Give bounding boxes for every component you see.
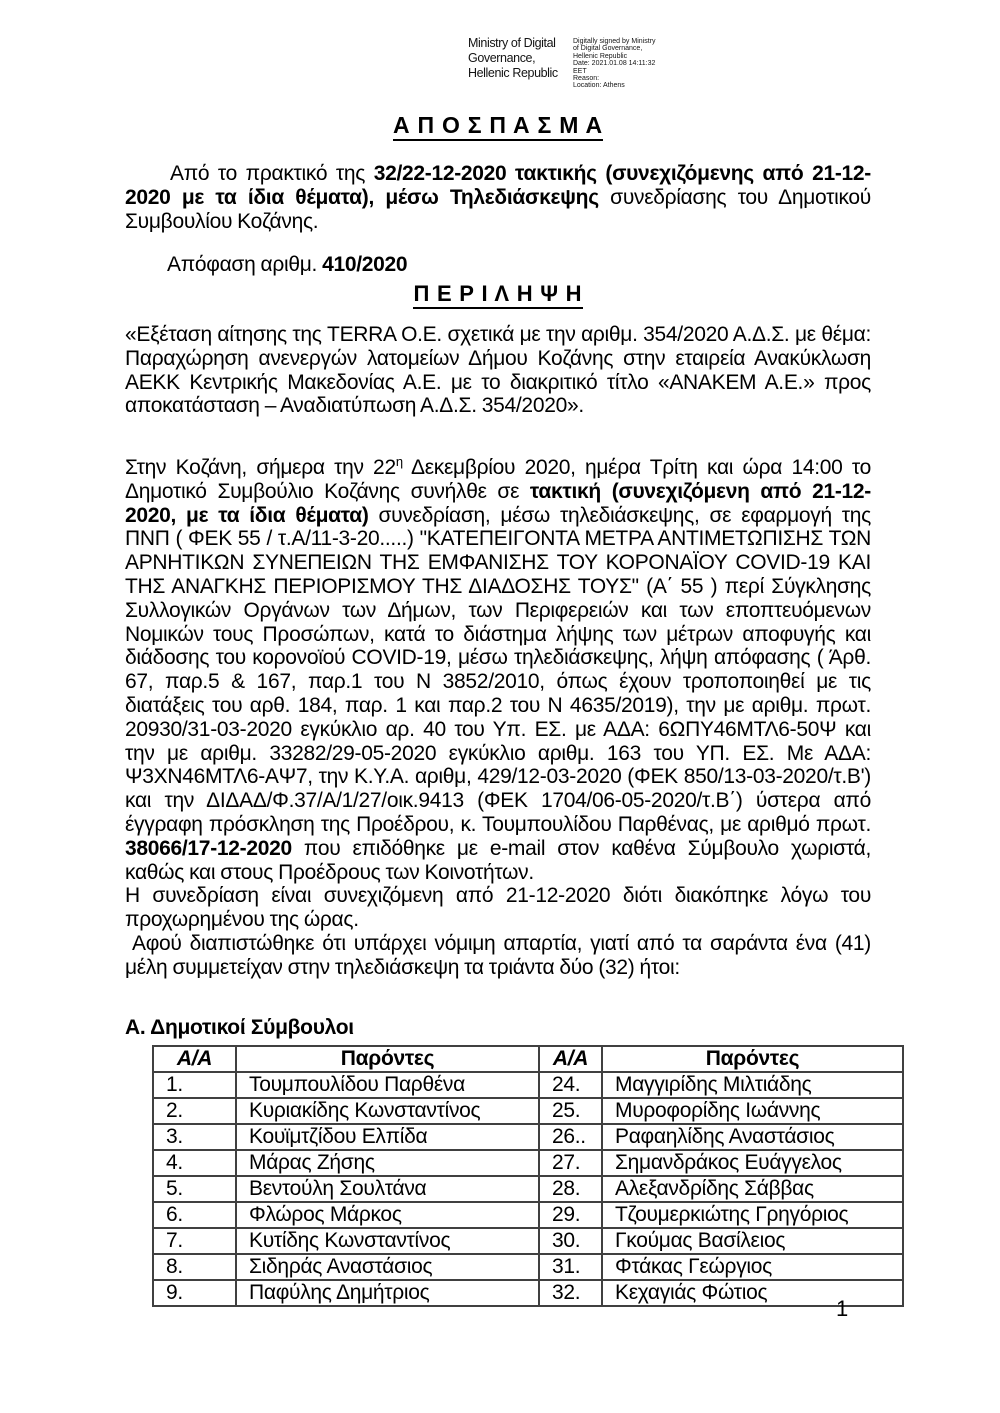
member-name-cell: Παφύλης Δημήτριος: [236, 1280, 539, 1306]
signature-detail-line: Reason:: [573, 75, 600, 83]
session-bold-type: τακτική (συνεχιζόμενη από 21-12-2020, με τα ίδια θέματα): [125, 479, 871, 527]
member-name-cell: Τουμπουλίδου Παρθένα: [236, 1072, 539, 1098]
member-name-cell: Κουϊμτζίδου Ελπίδα: [236, 1124, 539, 1150]
member-number-cell: 31.: [539, 1254, 602, 1280]
signature-detail-line: EET: [573, 67, 587, 75]
member-name-cell: Κυριακίδης Κωνσταντίνος: [236, 1098, 539, 1124]
table-header-row: [153, 1046, 903, 1072]
intro-pre: Από το πρακτικό της: [170, 162, 374, 185]
member-number-cell: 4.: [153, 1150, 236, 1176]
header-cell-present: Παρόντες: [236, 1046, 539, 1072]
member-number-cell: 27.: [539, 1150, 602, 1176]
member-number-cell: 28.: [539, 1176, 602, 1202]
table-row: [153, 1098, 903, 1124]
protocol-number-bold: 38066/17-12-2020: [125, 836, 292, 860]
signature-detail-line: Location: Athens: [573, 82, 625, 90]
intro-bold: 32/22-12-2020 τακτικής (συνεχιζόμενης από 21-12-2020 με τα ίδια θέματα), μέσω Τηλεδιάσκεψης: [125, 162, 872, 209]
quorum-note: Αφού διαπιστώθηκε ότι υπάρχει νόμιμη απαρτία, γιατί από τα σαράντα ένα (41) μέλη συμμετείχαν στην τηλεδιάσκεψη τα τριάντα δύο (32) ήτοι:: [125, 931, 871, 979]
session-paragraph: [125, 456, 871, 884]
signature-detail-line: Date: 2021.01.08 14:11:32: [573, 60, 656, 68]
signature-detail-line: Digitally signed by Ministry: [573, 38, 656, 45]
summary-paragraph: «Εξέταση αίτησης της TERRA Ο.Ε. σχετικά με την αριθμ. 354/2020 Α.Δ.Σ. με θέμα: Παραχώρηση ανενεργών λατομείων Δήμου Κοζάνης στην εταιρεία Ανακύκλωση ΑΕΚΚ Κεντρικής Μακεδονίας Α.Ε. με το διακριτικό τίτλο «ΑΝΑΚΕΜ Α.Ε.» προς αποκατάσταση – Αναδιατύπωση Α.Δ.Σ. 354/2020».: [125, 323, 871, 418]
member-number-cell: 3.: [153, 1124, 236, 1150]
council-members-table: [152, 1045, 904, 1307]
continuation-note: Η συνεδρίαση είναι συνεχιζόμενη από 21-12-2020 διότι διακόπηκε λόγω του προχωρημένου της ώρας.: [125, 884, 871, 932]
page-number: 1: [836, 1296, 849, 1321]
table-row: [153, 1202, 903, 1228]
ordinal-superscript: η: [395, 454, 403, 469]
member-name-cell: Ραφαηλίδης Αναστάσιος: [602, 1124, 903, 1150]
intro-paragraph: [125, 162, 871, 233]
session-text: Στην Κοζάνη, σήμερα την 22: [125, 456, 396, 479]
table-row: [153, 1072, 903, 1098]
member-number-cell: 30.: [539, 1228, 602, 1254]
document-title-text: Α Π Ο Σ Π Α Σ Μ Α: [393, 114, 603, 141]
signature-detail-line: Hellenic Republic: [573, 52, 628, 60]
session-text: που επιδόθηκε με e-mail στον καθένα Σύμβουλο χωριστά, καθώς και στους Προέδρους των Κοινοτήτων.: [125, 836, 871, 884]
member-number-cell: 9.: [153, 1280, 236, 1306]
member-name-cell: Σιδηράς Αναστάσιος: [236, 1254, 539, 1280]
decision-number: 410/2020: [322, 253, 408, 276]
decision-label: Απόφαση αριθμ.: [167, 253, 323, 276]
digital-signature-stamp: [468, 36, 655, 90]
header-cell-aa: Α/Α: [153, 1046, 236, 1072]
header-cell-present: Παρόντες: [602, 1046, 903, 1072]
member-name-cell: Γκούμας Βασίλειος: [602, 1228, 903, 1254]
table-row: [153, 1176, 903, 1202]
member-name-cell: Βεντούλη Σουλτάνα: [236, 1176, 539, 1202]
council-heading: Α. Δημοτικοί Σύμβουλοι: [125, 1016, 354, 1039]
member-name-cell: Σημανδράκος Ευάγγελος: [602, 1150, 903, 1176]
document-title: [125, 114, 871, 141]
member-number-cell: 7.: [153, 1228, 236, 1254]
member-name-cell: Φτάκας Γεώργιος: [602, 1254, 903, 1280]
member-name-cell: Μαγγιρίδης Μιλτιάδης: [602, 1072, 903, 1098]
member-name-cell: Αλεξανδρίδης Σάββας: [602, 1176, 903, 1202]
member-number-cell: 1.: [153, 1072, 236, 1098]
signature-detail-line: of Digital Governance,: [573, 45, 643, 53]
intro-rest: συνεδρίασης του Δημοτικού Συμβουλίου Κοζάνης.: [125, 185, 871, 233]
table-row: [153, 1124, 903, 1150]
member-number-cell: 25.: [539, 1098, 602, 1124]
member-number-cell: 5.: [153, 1176, 236, 1202]
session-text: συνεδρίαση, μέσω τηλεδιάσκεψης, σε εφαρμογή της ΠΝΠ ( ΦΕΚ 55 / τ.Α/11-3-20.....) "ΚΑΤΕΠΕΙΓΟΝΤΑ ΜΕΤΡΑ ΑΝΤΙΜΕΤΩΠΙΣΗΣ ΤΩΝ ΑΡΝΗΤΙΚΩΝ ΣΥΝΕΠΕΙΩΝ ΤΗΣ ΕΜΦΑΝΙΣΗΣ ΤΟΥ ΚΟΡΟΝΑΪΟΥ COVID-19 ΚΑΙ ΤΗΣ ΑΝΑΓΚΗΣ ΠΕΡΙΟΡΙΣΜΟΥ ΤΗΣ ΔΙΑΔΟΣΗΣ ΤΟΥΣ" (Α΄ 55 ) περί Σύγκλησης Συλλογικών Οργάνων των Δήμων, των Περιφερειών και των εποπτευόμενων Νομικών τους Προσώπων, κατά το διάστημα λήψης των μέτρων αποφυγής και διάδοσης του κορονοϊού COVID-19, μέσω τηλεδιάσκεψης, λήψη απόφασης ( Άρθ. 67, παρ.5 & 167, παρ.1 του Ν 3852/2010, όπως έχουν τροποποιηθεί με τις διατάξεις του αρθ. 184, παρ. 1 και παρ.2 του Ν 4635/2019), την με αριθμ. πρωτ. 20930/31-03-2020 εγκύκλιο αρ. 40 του Υπ. ΕΣ. με ΑΔΑ: 6ΩΠΥ46ΜΤΛ6-50Ψ και την με αριθμ. 33282/29-05-2020 εγκύκλιο αριθμ. 163 του ΥΠ. ΕΣ. Με ΑΔΑ: Ψ3ΧΝ46ΜΤΛ6-ΑΨ7, την Κ.Υ.Α. αριθμ, 429/12-03-2020 (ΦΕΚ 850/13-03-2020/τ.Β') και την ΔΙΔΑΔ/Φ.37/Α/1/27/οικ.9413 (ΦΕΚ 1704/06-05-2020/τ.Β΄) ύστερα από έγγραφη πρόσκληση της Προέδρου, κ. Τουμπουλίδου Παρθένας, με αριθμό πρωτ.: [125, 503, 871, 836]
member-number-cell: 24.: [539, 1072, 602, 1098]
member-name-cell: Κυτίδης Κωνσταντίνος: [236, 1228, 539, 1254]
member-number-cell: 26..: [539, 1124, 602, 1150]
member-name-cell: Κεχαγιάς Φώτιος: [602, 1280, 903, 1306]
decision-number-line: [125, 253, 871, 277]
member-name-cell: Μυροφορίδης Ιωάννης: [602, 1098, 903, 1124]
header-cell-aa: Α/Α: [539, 1046, 602, 1072]
body-text: [125, 456, 871, 980]
table-row: [153, 1150, 903, 1176]
summary-heading: [125, 282, 871, 309]
session-text: Δεκεμβρίου 2020, ημέρα Τρίτη και ώρα 14:00 το Δημοτικό Συμβούλιο Κοζάνης συνήλθε σε: [125, 456, 872, 503]
table-row: [153, 1228, 903, 1254]
council-section: [125, 1016, 915, 1307]
member-name-cell: Τζουμερκιώτης Γρηγόριος: [602, 1202, 903, 1228]
member-name-cell: Φλώρος Μάρκος: [236, 1202, 539, 1228]
table-row: [153, 1254, 903, 1280]
member-number-cell: 29.: [539, 1202, 602, 1228]
signature-details: [573, 36, 655, 90]
member-name-cell: Μάρας Ζήσης: [236, 1150, 539, 1176]
member-number-cell: 6.: [153, 1202, 236, 1228]
member-number-cell: 2.: [153, 1098, 236, 1124]
summary-heading-text: Π Ε Ρ Ι Λ Η Ψ Η: [413, 282, 582, 309]
table-row: [153, 1280, 903, 1306]
signature-signer: Ministry of Digital Governance, Hellenic Republic: [468, 36, 558, 80]
member-number-cell: 8.: [153, 1254, 236, 1280]
member-number-cell: 32.: [539, 1280, 602, 1306]
